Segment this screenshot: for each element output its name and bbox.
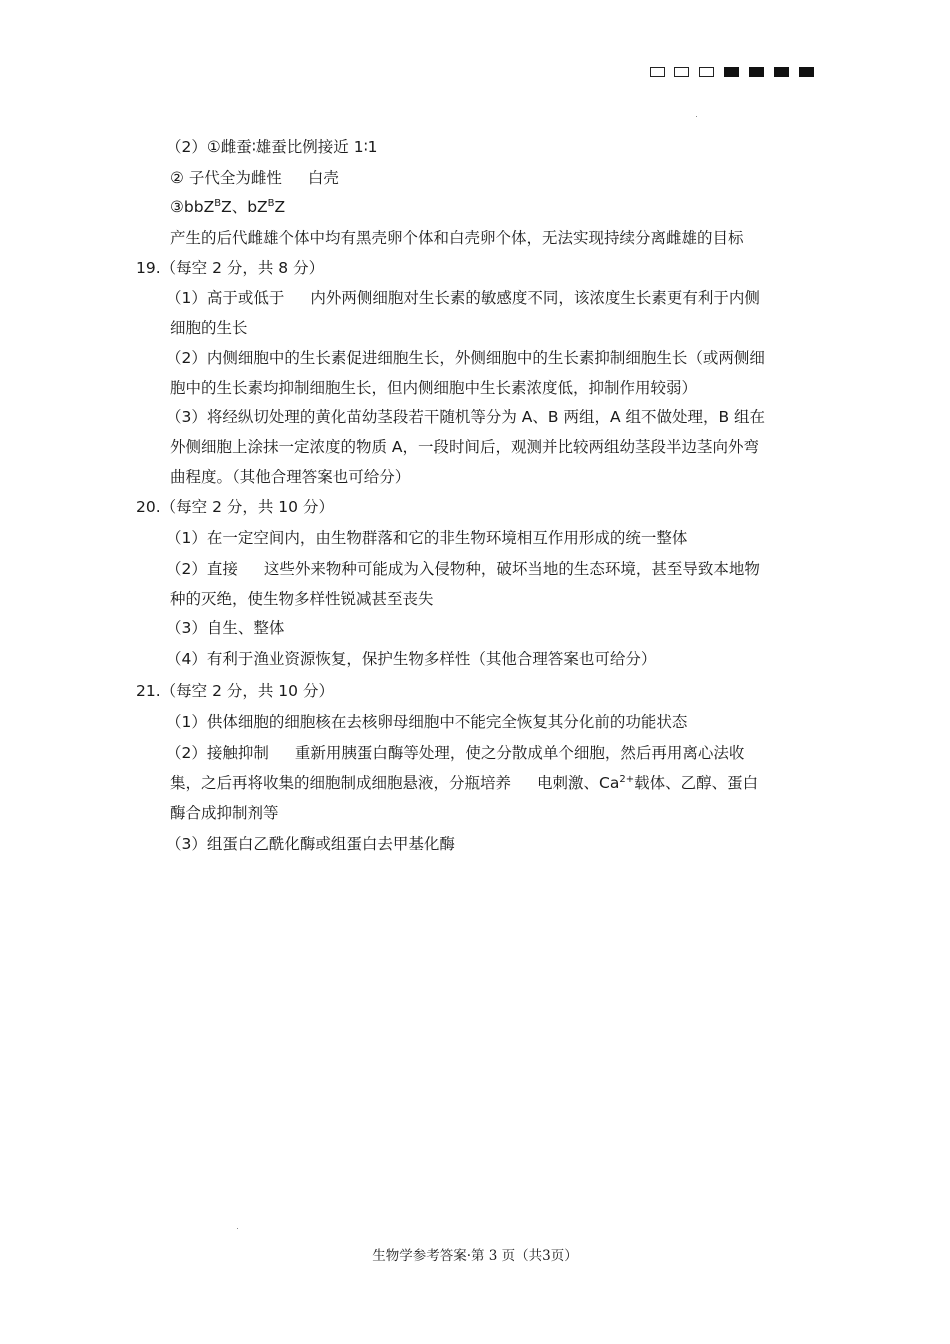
answer-line: （3）将经纵切处理的黄化苗幼茎段若干随机等分为 A、B 两组，A 组不做处理，B 组在: [166, 408, 766, 426]
filled-square-icon: [799, 67, 814, 77]
hollow-square-icon: [699, 67, 714, 77]
answer-text: Z: [274, 198, 286, 216]
filled-square-icon: [774, 67, 789, 77]
answer-line: [170, 773, 758, 793]
superscript: B: [214, 197, 222, 209]
filled-square-icon: [749, 67, 764, 77]
answer-line: 外侧细胞上涂抹一定浓度的物质 A，一段时间后，观测并比较两组幼茎段半边茎向外弯: [170, 438, 760, 456]
answer-text: 这些外来物种可能成为入侵物种，破坏当地的生态环境，甚至导致本地物: [263, 560, 760, 578]
answer-text: 重新用胰蛋白酶等处理，使之分散成单个细胞，然后再用离心法收: [294, 744, 745, 762]
answer-text: 电刺激、Ca: [537, 774, 620, 792]
superscript: B: [267, 197, 275, 209]
answer-line: 酶合成抑制剂等: [170, 804, 279, 822]
answer-line: [166, 743, 744, 763]
answer-text: （2）直接: [166, 560, 238, 578]
answer-text: 内外两侧细胞对生长素的敏感度不同，该浓度生长素更有利于内侧: [310, 289, 760, 307]
filled-square-icon: [724, 67, 739, 77]
answer-line: [166, 559, 760, 579]
answer-line: [166, 288, 760, 308]
answer-line: （2）内侧细胞中的生长素促进细胞生长，外侧细胞中的生长素抑制细胞生长（或两侧细: [166, 349, 765, 367]
answer-line: （2）①雌蚕∶雄蚕比例接近 1∶1: [166, 138, 378, 156]
answer-line: （1）在一定空间内，由生物群落和它的非生物环境相互作用形成的统一整体: [166, 529, 688, 547]
answer-text: ② 子代全为雌性: [170, 169, 282, 187]
answer-line: （3）组蛋白乙酰化酶或组蛋白去甲基化酶: [166, 835, 455, 853]
hollow-square-icon: [650, 67, 665, 77]
answer-text: 载体、乙醇、蛋白: [634, 774, 759, 792]
answer-text: ③bbZ: [170, 198, 215, 216]
answer-line: [170, 168, 339, 188]
answer-line: 产生的后代雌雄个体中均有黑壳卵个体和白壳卵个体，无法实现持续分离雌雄的目标: [170, 229, 744, 247]
answer-line: 曲程度。（其他合理答案也可给分）: [170, 468, 411, 486]
page-footer: 生物学参考答案·第 3 页（共3页）: [372, 1248, 578, 1264]
answer-text: 集，之后再将收集的细胞制成细胞悬液，分瓶培养: [170, 774, 512, 792]
question-heading: 19.（每空 2 分，共 8 分）: [136, 259, 325, 277]
speck: [237, 1228, 238, 1229]
answer-line: [170, 197, 285, 217]
question-heading: 21.（每空 2 分，共 10 分）: [136, 682, 334, 700]
answer-text: （1）高于或低于: [166, 289, 285, 307]
answer-line: （4）有利于渔业资源恢复，保护生物多样性（其他合理答案也可给分）: [166, 650, 657, 668]
answer-text: （2）接触抑制: [166, 744, 269, 762]
answer-text: 白壳: [307, 169, 339, 187]
superscript: 2+: [619, 773, 635, 785]
answer-text: Z、bZ: [221, 198, 268, 216]
answer-line: 细胞的生长: [170, 319, 248, 337]
answer-line: （1）供体细胞的细胞核在去核卵母细胞中不能完全恢复其分化前的功能状态: [166, 713, 688, 731]
answer-line: 种的灭绝，使生物多样性锐减甚至丧失: [170, 590, 434, 608]
answer-line: 胞中的生长素均抑制细胞生长，但内侧细胞中生长素浓度低，抑制作用较弱）: [170, 379, 698, 397]
answer-line: （3）自生、整体: [166, 619, 285, 637]
question-heading: 20.（每空 2 分，共 10 分）: [136, 498, 334, 516]
hollow-square-icon: [674, 67, 689, 77]
speck: [696, 116, 697, 117]
